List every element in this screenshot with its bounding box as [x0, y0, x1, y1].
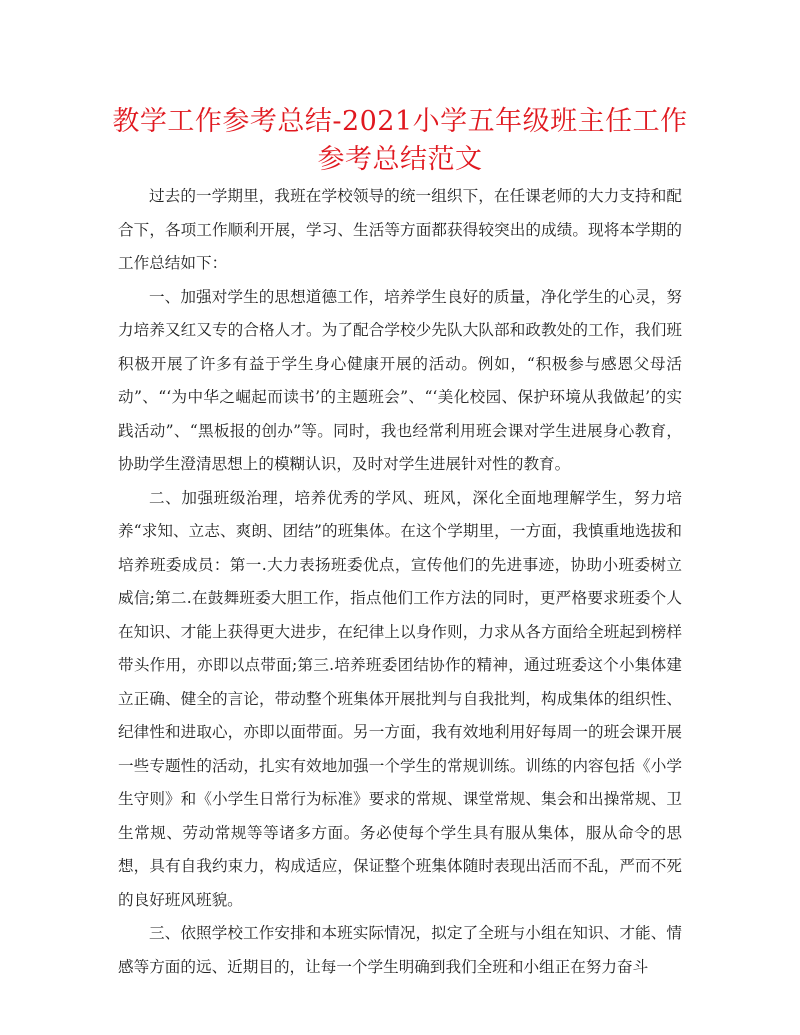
- document-body: [118, 180, 682, 984]
- document-title-line-2: 参考总结范文: [317, 144, 483, 175]
- paragraph-section-1: 一、加强对学生的思想道德工作，培养学生良好的质量，净化学生的心灵，努力培养又红又专的合格人才。为了配合学校少先队大队部和政教处的工作，我们班积极开展了许多有益于学生身心健康开展的活动。例如，“积极参与感恩父母活动”、“‘为中华之崛起而读书’的主题班会”、“‘美化校园、保护环境从我做起’的实践活动”、“黑板报的创办”等。同时，我也经常利用班会课对学生进展身心教育，协助学生澄清思想上的模糊认识，及时对学生进展针对性的教育。: [118, 287, 682, 473]
- paragraph-section-3: 三、依照学校工作安排和本班实际情况，拟定了全班与小组在知识、才能、情感等方面的远、近期目的，让每一个学生明确到我们全班和小组正在努力奋斗: [118, 924, 682, 976]
- paragraph-section-2: 二、加强班级治理，培养优秀的学风、班风，深化全面地理解学生，努力培养“求知、立志、爽朗、团结”的班集体。在这个学期里，一方面，我慎重地选拔和培养班委成员：第一.大力表扬班委优点，宣传他们的先进事迹，协助小班委树立威信;第二.在鼓舞班委大胆工作，指点他们工作方法的同时，更严格要求班委个人在知识、才能上获得更大进步，在纪律上以身作则，力求从各方面给全班起到榜样带头作用，亦即以点带面;第三.培养班委团结协作的精神，通过班委这个小集体建立正确、健全的言论，带动整个班集体开展批判与自我批判，构成集体的组织性、纪律性和进取心，亦即以面带面。另一方面，我有效地利用好每周一的班会课开展一些专题性的活动，扎实有效地加强一个学生的常规训练。训练的内容包括《小学生守则》和《小学生日常行为标准》要求的常规、课堂常规、集会和出操常规、卫生常规、劳动常规等等诸多方面。务必使每个学生具有服从集体，服从命令的思想，具有自我约束力，构成适应，保证整个班集体随时表现出活而不乱，严而不死的良好班风班貌。: [118, 488, 682, 909]
- paragraph-intro: 过去的一学期里，我班在学校领导的统一组织下，在任课老师的大力支持和配合下，各项工作顺利开展，学习、生活等方面都获得较突出的成绩。现将本学期的工作总结如下：: [118, 187, 682, 272]
- document-title-line-1: 教学工作参考总结-2021小学五年级班主任工作: [112, 106, 688, 137]
